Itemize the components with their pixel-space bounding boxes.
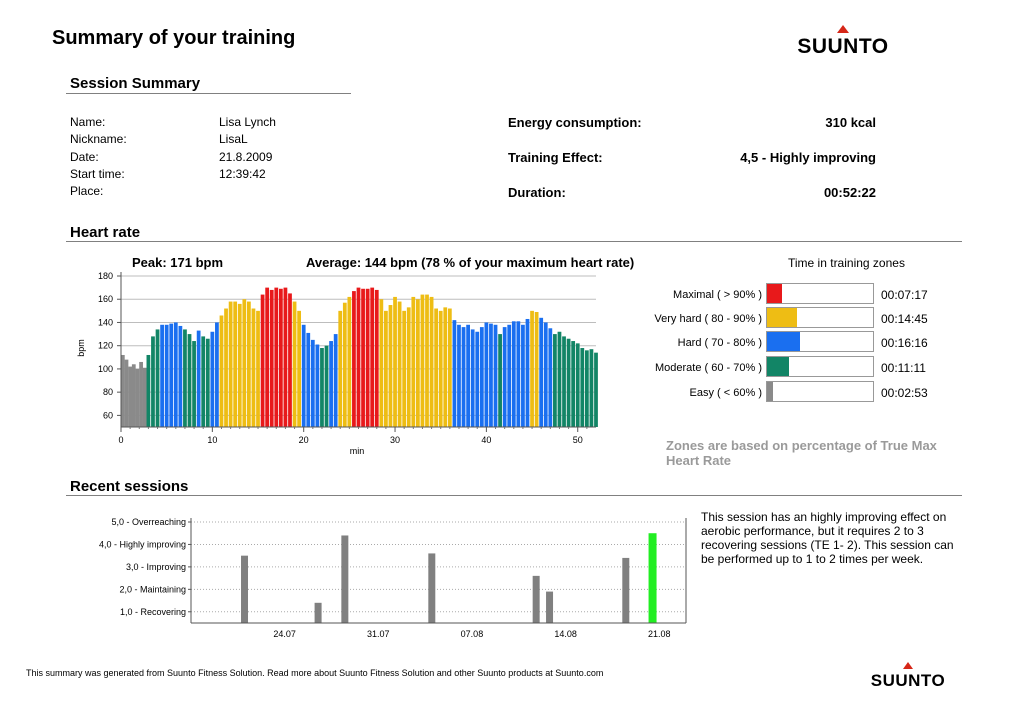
hr-bar: [143, 368, 147, 427]
hr-y-tick-label: 60: [102, 410, 113, 421]
date-label: Date:: [70, 150, 99, 164]
zone-fill-maximal: [767, 284, 782, 303]
hr-bar: [297, 311, 301, 427]
rs-y-tick-label: 1,0 - Recovering: [119, 606, 186, 617]
hr-bar: [430, 297, 434, 427]
rs-x-tick-label: 14.08: [554, 629, 577, 639]
hr-bar: [242, 299, 246, 427]
place-label: Place:: [70, 184, 104, 198]
zone-time-moderate: 00:11:11: [881, 361, 926, 375]
hr-bar: [311, 340, 315, 427]
hr-bar: [544, 322, 548, 427]
nickname-label: Nickname:: [70, 132, 127, 146]
hr-bar: [434, 309, 438, 427]
session-summary-rule: [66, 93, 351, 94]
hr-x-tick-label: 50: [572, 435, 583, 445]
hr-bar: [535, 312, 539, 427]
zone-time-hard: 00:16:16: [881, 336, 928, 350]
hr-bar: [247, 302, 251, 427]
hr-bar: [389, 305, 393, 427]
heart-rate-title: Heart rate: [70, 224, 141, 241]
rs-bar: [546, 592, 553, 623]
hr-bar: [306, 333, 310, 427]
hr-bar: [320, 348, 324, 427]
rs-y-tick-label: 3,0 - Improving: [125, 561, 186, 572]
rs-chart-axes: [99, 517, 686, 639]
hr-bar: [539, 318, 543, 427]
rs-y-tick-label: 4,0 - Highly improving: [98, 539, 186, 550]
logo-triangle-icon: [903, 662, 913, 669]
page-title: Summary of your training: [52, 27, 296, 49]
training-effect-label: Training Effect:: [508, 150, 603, 165]
hr-bar: [139, 362, 143, 427]
suunto-logo: [788, 25, 898, 59]
rs-chart-grid: [191, 522, 686, 612]
recent-sessions-rule: [66, 495, 962, 496]
hr-bar: [475, 332, 479, 427]
name-label: Name:: [70, 115, 106, 129]
hr-bar: [402, 311, 406, 427]
energy-value: 310 kcal: [825, 115, 876, 130]
hr-bar: [507, 325, 511, 427]
zone-label-moderate: Moderate ( 60 - 70% ): [655, 362, 762, 374]
rs-bar: [622, 558, 629, 623]
hr-bar: [411, 297, 415, 427]
hr-bar: [425, 295, 429, 427]
recent-sessions-title: Recent sessions: [70, 478, 189, 495]
duration-value: 00:52:22: [823, 185, 876, 200]
logo-wordmark: SUUNTO: [870, 671, 946, 690]
hr-bar: [453, 320, 457, 427]
hr-bar: [439, 311, 443, 427]
hr-bar: [274, 288, 278, 427]
zone-label-maximal: Maximal ( > 90% ): [673, 289, 762, 301]
zone-fill-easy: [767, 382, 773, 401]
hr-bar: [338, 311, 342, 427]
hr-bar: [329, 341, 333, 427]
zones-note: Zones are based on percentage of True Max Heart Rate: [666, 438, 937, 468]
recent-sessions-description: This session has an highly improving effect on aerobic performance, but it requires 2 to 3 recovering sessions (TE 1- 2). This session can be performed up to 1 to 2 times per week.: [701, 510, 954, 566]
zone-time-easy: 00:02:53: [881, 386, 928, 400]
hr-bar: [201, 336, 205, 427]
zone-bar-very-hard: [766, 307, 874, 328]
hr-bar: [471, 329, 475, 427]
hr-bar: [160, 325, 164, 427]
hr-bar: [302, 325, 306, 427]
hr-bar: [121, 355, 125, 427]
hr-x-axis-label: min: [349, 446, 365, 456]
hr-bar: [128, 367, 132, 427]
hr-bar: [252, 309, 256, 427]
recent-sessions-chart: [60, 508, 700, 650]
hr-bar: [210, 332, 214, 427]
hr-bar: [229, 302, 233, 427]
start-time-value: 12:39:42: [219, 167, 266, 181]
zone-bar-maximal: [766, 283, 874, 304]
peak-label: Peak: 171 bpm: [132, 255, 224, 270]
hr-bar: [156, 329, 160, 427]
hr-bar: [361, 289, 365, 427]
rs-x-tick-label: 24.07: [273, 629, 296, 639]
hr-bar: [370, 288, 374, 427]
hr-bar: [188, 334, 192, 427]
zone-label-easy: Easy ( < 60% ): [689, 387, 762, 399]
hr-bar: [526, 319, 530, 427]
rs-bar: [315, 603, 322, 623]
hr-bar: [233, 302, 237, 427]
hr-bar: [352, 291, 356, 427]
hr-bar: [567, 339, 571, 427]
duration-label: Duration:: [508, 185, 566, 200]
zones-title: Time in training zones: [788, 256, 905, 270]
hr-y-axis-label: bpm: [76, 339, 86, 357]
zone-bar-easy: [766, 381, 874, 402]
hr-bar: [197, 331, 201, 427]
hr-bar: [284, 288, 288, 427]
hr-bar: [256, 311, 260, 427]
zone-label-hard: Hard ( 70 - 80% ): [677, 337, 762, 349]
hr-bar: [316, 345, 320, 427]
name-value: Lisa Lynch: [219, 115, 276, 129]
hr-bar: [503, 327, 507, 427]
hr-y-tick-label: 80: [102, 387, 113, 398]
rs-bar: [341, 535, 348, 623]
hr-bar: [576, 343, 580, 427]
hr-bar: [384, 311, 388, 427]
hr-bar: [512, 321, 516, 427]
suunto-logo-footer: [866, 662, 950, 691]
hr-bar: [279, 289, 283, 427]
hr-bar: [590, 349, 594, 427]
hr-bar: [407, 307, 411, 427]
hr-bar: [261, 295, 265, 427]
logo-triangle-icon: [837, 25, 849, 33]
energy-label: Energy consumption:: [508, 115, 642, 130]
rs-y-tick-label: 5,0 - Overreaching: [111, 517, 186, 527]
hr-bar: [343, 303, 347, 427]
hr-bar: [169, 324, 173, 427]
hr-bar: [485, 322, 489, 427]
hr-bar: [548, 328, 552, 427]
hr-y-tick-label: 120: [97, 340, 113, 351]
hr-y-tick-label: 180: [97, 271, 113, 281]
hr-bar: [494, 325, 498, 427]
hr-bar: [562, 336, 566, 427]
hr-bar: [132, 364, 136, 427]
session-summary-title: Session Summary: [70, 75, 201, 92]
hr-bar: [421, 295, 425, 427]
hr-bar: [521, 325, 525, 427]
hr-bar: [288, 293, 292, 427]
hr-bar: [293, 302, 297, 427]
zone-bar-hard: [766, 331, 874, 352]
hr-bar: [516, 321, 520, 427]
nickname-value: LisaL: [219, 132, 248, 146]
hr-x-tick-label: 30: [390, 435, 401, 445]
hr-y-tick-label: 160: [97, 294, 113, 305]
hr-bar: [585, 350, 589, 427]
hr-bar: [558, 332, 562, 427]
footer-text: This summary was generated from Suunto Fitness Solution. Read more about Suunto Fitness Solution and other Suunto products at Suunto.com: [26, 668, 604, 678]
hr-bar: [178, 326, 182, 427]
zone-fill-very-hard: [767, 308, 797, 327]
zone-fill-hard: [767, 332, 800, 351]
logo-wordmark: SUUNTO: [797, 35, 889, 58]
hr-bar: [165, 325, 169, 427]
hr-bar: [147, 355, 151, 427]
hr-x-tick-label: 20: [298, 435, 309, 445]
hr-bar: [215, 322, 219, 427]
hr-bar: [375, 290, 379, 427]
hr-bar: [393, 297, 397, 427]
hr-bar: [594, 353, 598, 427]
start-time-label: Start time:: [70, 167, 125, 181]
date-value: 21.8.2009: [219, 150, 273, 164]
hr-bar: [206, 339, 210, 427]
hr-bar: [466, 325, 470, 427]
heart-rate-chart: [60, 266, 620, 462]
hr-bar: [530, 311, 534, 427]
hr-bar: [462, 327, 466, 427]
zone-fill-moderate: [767, 357, 789, 376]
hr-bar: [325, 346, 329, 427]
hr-x-tick-label: 10: [207, 435, 218, 445]
hr-bar: [580, 348, 584, 427]
hr-y-tick-label: 140: [97, 317, 113, 328]
hr-bar: [480, 327, 484, 427]
rs-x-tick-label: 07.08: [460, 629, 484, 639]
hr-bar: [571, 341, 575, 427]
hr-bar: [270, 290, 274, 427]
hr-bar: [220, 315, 224, 427]
rs-bar: [428, 553, 435, 623]
hr-x-tick-label: 40: [481, 435, 492, 445]
rs-y-tick-label: 2,0 - Maintaining: [119, 584, 186, 595]
zone-time-maximal: 00:07:17: [881, 288, 928, 302]
hr-bar: [443, 307, 447, 427]
hr-bar: [174, 322, 178, 427]
rs-x-tick-label: 21.08: [647, 629, 671, 639]
hr-bar: [238, 304, 242, 427]
zone-time-very-hard: 00:14:45: [881, 312, 928, 326]
hr-bar: [498, 334, 502, 427]
hr-x-tick-label: 0: [118, 435, 124, 445]
hr-bar: [489, 324, 493, 427]
hr-chart-bars: [121, 288, 598, 427]
hr-bar: [151, 336, 155, 427]
rs-chart-bars: [241, 533, 657, 623]
average-label: Average: 144 bpm (78 % of your maximum heart rate): [306, 255, 635, 270]
training-effect-value: 4,5 - Highly improving: [740, 150, 876, 165]
rs-bar: [241, 556, 248, 623]
hr-bar: [183, 329, 187, 427]
rs-x-tick-label: 31.07: [367, 629, 390, 639]
zone-bar-moderate: [766, 356, 874, 377]
hr-bar: [457, 325, 461, 427]
hr-bar: [416, 299, 420, 427]
hr-bar: [224, 309, 228, 427]
hr-bar: [265, 288, 269, 427]
hr-bar: [334, 334, 338, 427]
hr-bar: [357, 288, 361, 427]
hr-bar: [553, 334, 557, 427]
hr-bar: [125, 360, 129, 427]
hr-bar: [448, 309, 452, 427]
heart-rate-rule: [66, 241, 962, 242]
rs-bar: [533, 576, 540, 623]
hr-y-tick-label: 100: [97, 363, 113, 374]
hr-bar: [347, 297, 351, 427]
hr-bar: [192, 341, 196, 427]
hr-bar: [366, 289, 370, 427]
hr-bar: [379, 299, 383, 427]
zone-label-very-hard: Very hard ( 80 - 90% ): [654, 313, 762, 325]
hr-bar: [398, 302, 402, 427]
rs-bar-current: [649, 533, 657, 623]
hr-bar: [136, 369, 140, 427]
